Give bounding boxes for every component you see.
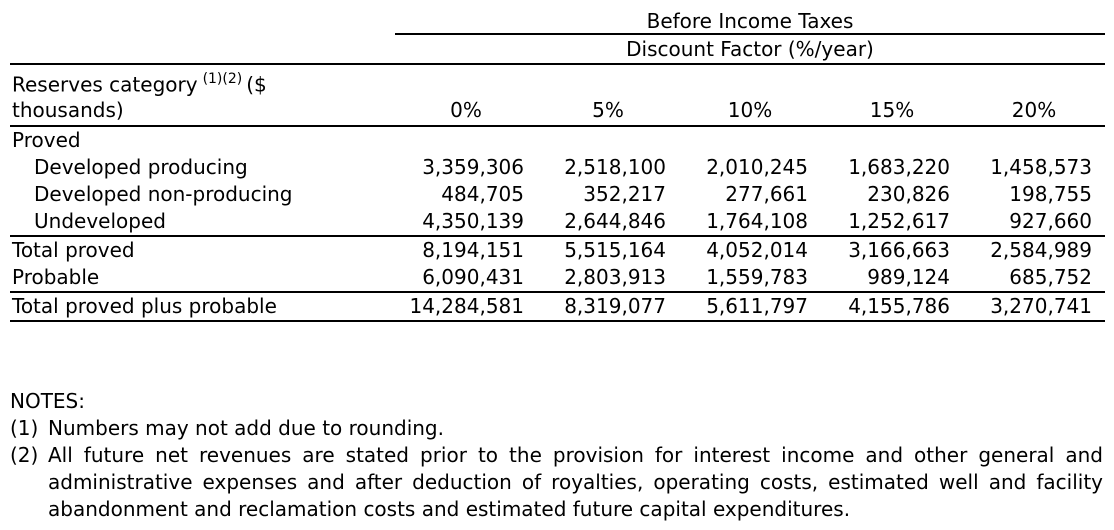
cell-value: 8,194,151	[422, 237, 524, 262]
notes-heading: NOTES:	[10, 388, 85, 413]
note-2-text	[48, 442, 1103, 523]
row-header-label	[10, 68, 395, 123]
note-1	[10, 415, 1103, 442]
column-header-5pct: 5%	[592, 97, 624, 122]
cell-value: 685,752	[1009, 264, 1092, 289]
table-row-undeveloped	[10, 208, 1105, 237]
note-2-marker: (2)	[10, 442, 39, 467]
cell-value	[679, 127, 821, 154]
row-label: Developed producing	[34, 154, 248, 179]
table-row-developed-non-producing	[10, 181, 1105, 208]
row-label: Undeveloped	[34, 208, 166, 233]
cell-value: 3,270,741	[990, 293, 1092, 318]
cell-value: 989,124	[867, 264, 950, 289]
cell-value: 3,359,306	[422, 154, 524, 179]
cell-value: 6,090,431	[422, 264, 524, 289]
row-header-line2: thousands)	[12, 97, 124, 122]
row-label: Developed non-producing	[34, 181, 293, 206]
row-header-text: Reserves category	[12, 72, 198, 97]
row-label: Total proved plus probable	[12, 293, 277, 318]
table-header-band-discount-factor: Discount Factor (%/year)	[626, 37, 874, 61]
row-label: Proved	[12, 127, 81, 152]
reserves-net-revenue-table	[10, 0, 1105, 322]
cell-value: 1,764,108	[706, 208, 808, 233]
cell-value: 198,755	[1009, 181, 1092, 206]
cell-value: 1,458,573	[990, 154, 1092, 179]
cell-value	[395, 127, 537, 154]
note-2-line-3: abandonment and reclamation costs and estimated future capital expenditures.	[48, 496, 851, 521]
cell-value: 927,660	[1009, 208, 1092, 233]
notes-section	[10, 388, 1103, 523]
cell-value: 5,515,164	[564, 237, 666, 262]
cell-value: 4,155,786	[848, 293, 950, 318]
cell-value: 4,350,139	[422, 208, 524, 233]
cell-value: 1,683,220	[848, 154, 950, 179]
cell-value: 2,803,913	[564, 264, 666, 289]
column-header-20pct: 20%	[1011, 97, 1057, 122]
table-row-developed-producing	[10, 154, 1105, 181]
cell-value: 2,584,989	[990, 237, 1092, 262]
cell-value: 352,217	[583, 181, 666, 206]
column-header-0pct: 0%	[450, 97, 482, 122]
cell-value: 1,252,617	[848, 208, 950, 233]
note-1-text: Numbers may not add due to rounding.	[48, 415, 444, 440]
table-row-total-proved	[10, 237, 1105, 264]
note-1-marker: (1)	[10, 415, 39, 440]
note-2	[10, 442, 1103, 523]
cell-value	[821, 127, 963, 154]
cell-value: 14,284,581	[409, 293, 524, 318]
table-row-total-proved-plus-probable	[10, 293, 1105, 322]
cell-value: 5,611,797	[706, 293, 808, 318]
cell-value: 277,661	[725, 181, 808, 206]
cell-value: 2,644,846	[564, 208, 666, 233]
note-2-line-1: All future net revenues are stated prior to the provision for interest income and other general and	[48, 442, 1103, 467]
cell-value: 8,319,077	[564, 293, 666, 318]
table-header-band-before-income-taxes: Before Income Taxes	[395, 10, 1105, 35]
note-2-line-2: administrative expenses and after deduction of royalties, operating costs, estimated well and facility	[48, 469, 1103, 494]
cell-value: 230,826	[867, 181, 950, 206]
row-header-suffix: ($	[246, 72, 267, 97]
table-row-probable	[10, 264, 1105, 293]
cell-value	[963, 127, 1105, 154]
cell-value	[537, 127, 679, 154]
cell-value: 4,052,014	[706, 237, 808, 262]
column-header-10pct: 10%	[727, 97, 773, 122]
cell-value: 3,166,663	[848, 237, 950, 262]
row-label: Probable	[12, 264, 100, 289]
cell-value: 2,010,245	[706, 154, 808, 179]
cell-value: 1,559,783	[706, 264, 808, 289]
cell-value: 2,518,100	[564, 154, 666, 179]
column-header-row	[10, 65, 1105, 127]
cell-value: 484,705	[441, 181, 524, 206]
table-row-proved-section	[10, 127, 1105, 154]
footnote-reference: (1)(2)	[202, 71, 243, 87]
column-header-15pct: 15%	[869, 97, 915, 122]
row-label: Total proved	[12, 237, 135, 262]
